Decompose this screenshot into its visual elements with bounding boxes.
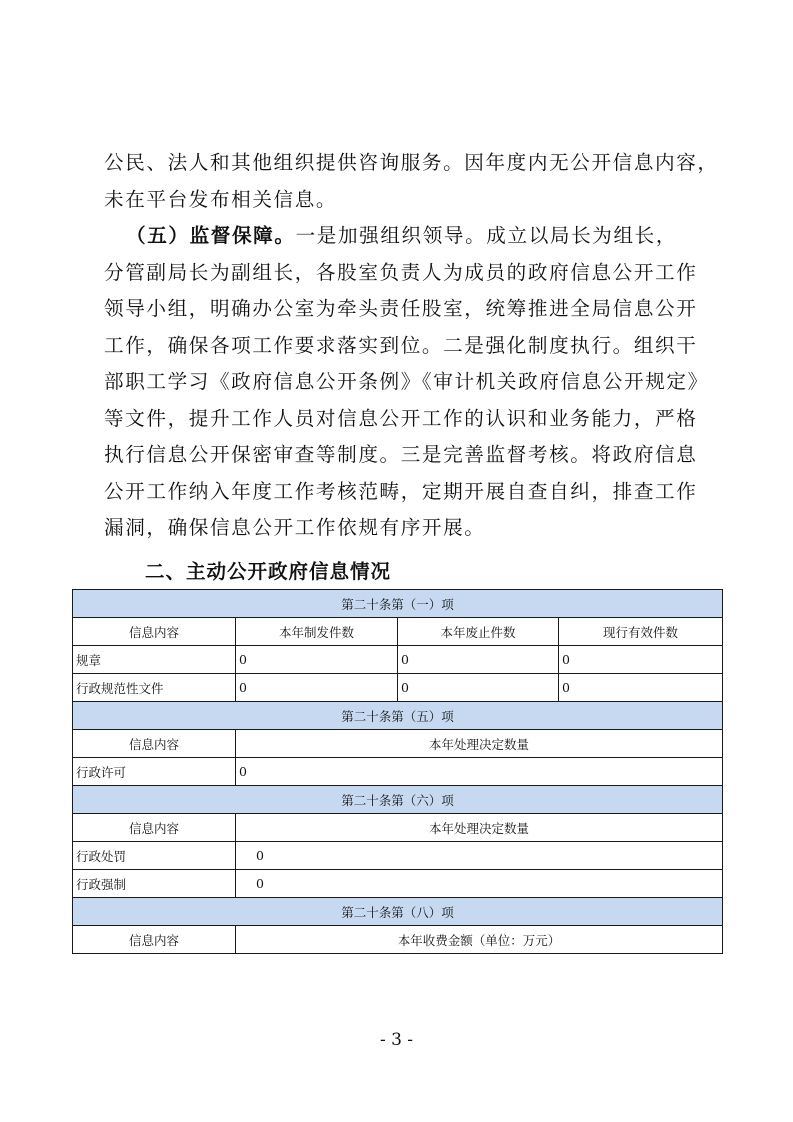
body-paragraph-1 xyxy=(104,145,719,218)
column-header-row xyxy=(73,814,723,842)
cell-value: 0 xyxy=(398,646,559,674)
section-title: 第二十条第（六）项 xyxy=(73,786,723,814)
paragraph-lead: （五）监督保障。 xyxy=(126,224,296,247)
column-header: 本年收费金额（单位：万元） xyxy=(236,926,723,954)
row-label: 行政许可 xyxy=(73,758,236,786)
cell-value: 0 xyxy=(559,674,723,702)
text-line: 未在平台发布相关信息。 xyxy=(104,187,338,211)
section-header-row xyxy=(73,590,723,618)
table-row xyxy=(73,842,723,870)
section-title: 第二十条第（八）项 xyxy=(73,898,723,926)
column-header-row xyxy=(73,926,723,954)
column-header-row xyxy=(73,618,723,646)
text-line: 部职工学习《政府信息公开条例》《审计机关政府信息公开规定》 xyxy=(104,370,709,393)
text-line: 漏洞，确保信息公开工作依规有序开展。 xyxy=(104,516,486,539)
section-header-row xyxy=(73,898,723,926)
table-row xyxy=(73,646,723,674)
column-header: 本年处理决定数量 xyxy=(236,730,723,758)
text-line: 公民、法人和其他组织提供咨询服务。因年度内无公开信息内容， xyxy=(104,151,719,174)
cell-value: 0 xyxy=(236,758,723,786)
info-disclosure-table xyxy=(72,589,723,954)
row-label: 行政处罚 xyxy=(73,842,236,870)
column-header: 信息内容 xyxy=(73,618,236,646)
cell-value: 0 xyxy=(236,870,723,898)
text-line: 公开工作纳入年度工作考核范畴，定期开展自查自纠，排查工作 xyxy=(104,479,698,503)
section-title: 第二十条第（一）项 xyxy=(73,590,723,618)
text-line xyxy=(104,218,694,255)
section-header-row xyxy=(73,786,723,814)
text-line: 工作，确保各项工作要求落实到位。二是强化制度执行。组织干 xyxy=(104,333,698,357)
section-heading: 二、主动公开政府信息情况 xyxy=(145,560,392,583)
text-line: 分管副局长为副组长，各股室负责人为成员的政府信息公开工作 xyxy=(104,260,698,284)
column-header: 本年制发件数 xyxy=(236,618,398,646)
table-row xyxy=(73,674,723,702)
section-header-row xyxy=(73,702,723,730)
text-line-rest: 一是加强组织领导。成立以局长为组长， xyxy=(295,224,678,247)
column-header: 现行有效件数 xyxy=(559,618,723,646)
text-line: 等文件，提升工作人员对信息公开工作的认识和业务能力，严格 xyxy=(104,406,698,430)
section-title: 第二十条第（五）项 xyxy=(73,702,723,730)
row-label: 规章 xyxy=(73,646,236,674)
column-header-row xyxy=(73,730,723,758)
column-header: 本年处理决定数量 xyxy=(236,814,723,842)
cell-value: 0 xyxy=(236,674,398,702)
row-label: 行政强制 xyxy=(73,870,236,898)
page-number: - 3 - xyxy=(379,1030,414,1050)
column-header: 信息内容 xyxy=(73,926,236,954)
column-header: 本年废止件数 xyxy=(398,618,559,646)
cell-value: 0 xyxy=(236,646,398,674)
text-line: 执行信息公开保密审查等制度。三是完善监督考核。将政府信息 xyxy=(104,443,698,466)
table-row xyxy=(73,870,723,898)
row-label: 行政规范性文件 xyxy=(73,674,236,702)
body-paragraph-2 xyxy=(104,218,709,547)
cell-value: 0 xyxy=(559,646,723,674)
text-line: 领导小组，明确办公室为牵头责任股室，统筹推进全局信息公开 xyxy=(104,297,698,320)
table-row xyxy=(73,758,723,786)
cell-value: 0 xyxy=(236,842,723,870)
column-header: 信息内容 xyxy=(73,814,236,842)
column-header: 信息内容 xyxy=(73,730,236,758)
cell-value: 0 xyxy=(398,674,559,702)
